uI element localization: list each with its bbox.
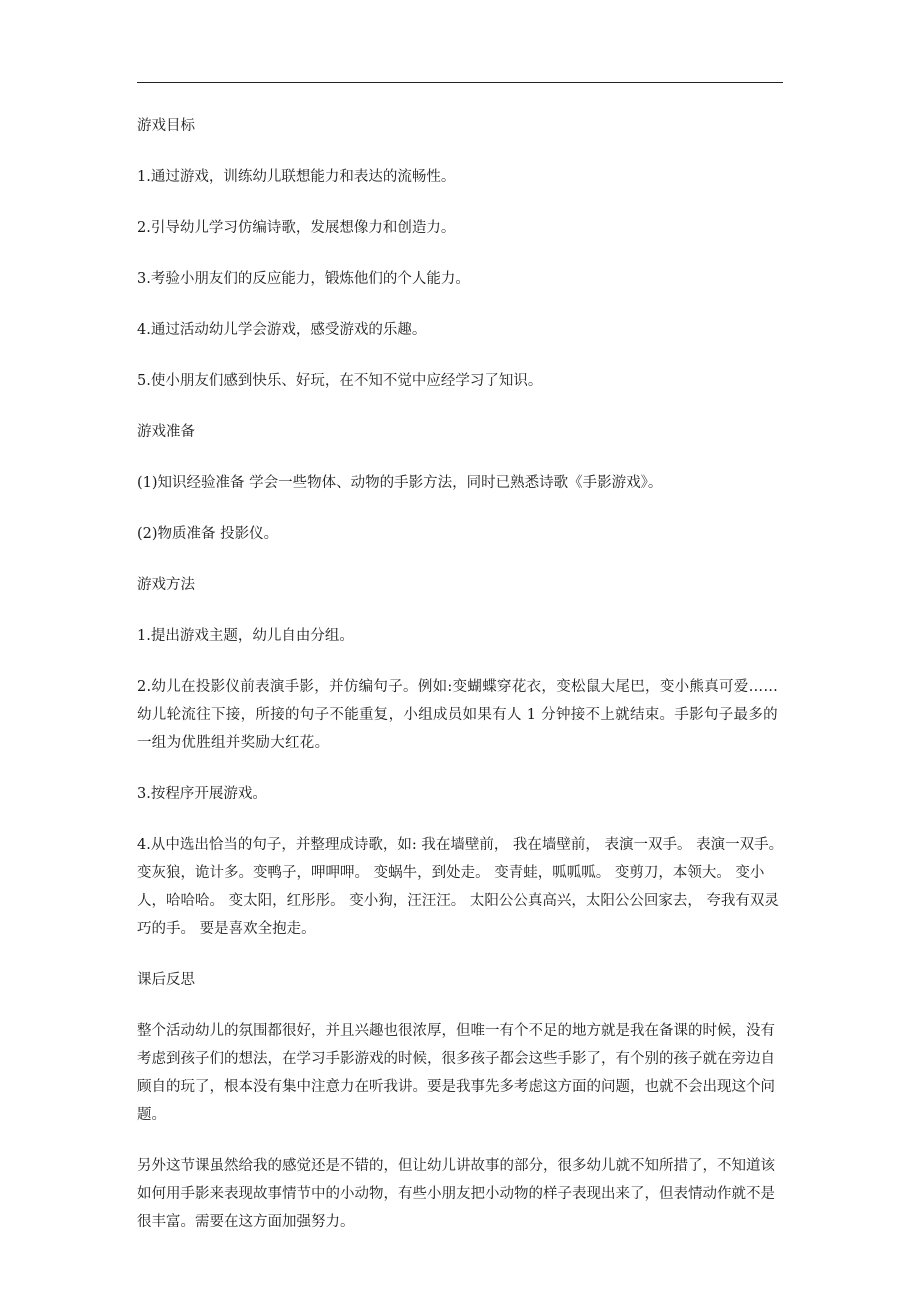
goal-item-5: 5.使小朋友们感到快乐、好玩，在不知不觉中应经学习了知识。 xyxy=(137,373,543,389)
reflection-paragraph-2: 另外这节课虽然给我的感觉还是不错的，但让幼儿讲故事的部分，很多幼儿就不知所措了，不知道该如何用手影来表现故事情节中的小动物，有些小朋友把小动物的样子表现出来了，但表情动作就不是很丰富。需要在这方面加强努力。 xyxy=(137,1158,775,1230)
header-rule xyxy=(137,82,783,83)
goal-item-1: 1.通过游戏，训练幼儿联想能力和表达的流畅性。 xyxy=(137,169,456,185)
goal-item-4: 4.通过活动幼儿学会游戏，感受游戏的乐趣。 xyxy=(137,322,427,338)
goal-item-3: 3.考验小朋友们的反应能力，锻炼他们的个人能力。 xyxy=(137,271,470,287)
method-heading: 游戏方法 xyxy=(137,577,195,593)
reflection-heading: 课后反思 xyxy=(137,972,195,988)
goal-item-2: 2.引导幼儿学习仿编诗歌，发展想像力和创造力。 xyxy=(137,220,456,236)
goals-heading: 游戏目标 xyxy=(137,118,195,134)
preparation-item-1: (1)知识经验准备 学会一些物体、动物的手影方法，同时已熟悉诗歌《手影游戏》。 xyxy=(137,475,663,491)
method-item-1: 1.提出游戏主题，幼儿自由分组。 xyxy=(137,628,354,644)
preparation-heading: 游戏准备 xyxy=(137,424,195,440)
method-item-2: 2.幼儿在投影仪前表演手影，并仿编句子。例如:变蝴蝶穿花衣，变松鼠大尾巴，变小熊真可爱……幼儿轮流往下接，所接的句子不能重复，小组成员如果有人 1 分钟接不上就结束。手影句子最多的一组为优胜组并奖励大红花。 xyxy=(137,679,779,751)
method-item-4: 4.从中选出恰当的句子，并整理成诗歌，如: 我在墙壁前， 我在墙壁前， 表演一双手。 表演一双手。 变灰狼，诡计多。变鸭子，呷呷呷。 变蜗牛，到处走。 变青蛙，呱呱呱。 变剪刀，本领大。 变小人，哈哈哈。 变太阳，红彤彤。 变小狗，汪汪汪。 太阳公公真高兴，太阳公公回家去， 夸我有双灵巧的手。 要是喜欢全抱走。 xyxy=(137,837,784,937)
document-body xyxy=(137,112,787,1259)
method-item-3: 3.按程序开展游戏。 xyxy=(137,786,267,802)
reflection-paragraph-1: 整个活动幼儿的氛围都很好，并且兴趣也很浓厚，但唯一有个不足的地方就是我在备课的时候，没有考虑到孩子们的想法，在学习手影游戏的时候，很多孩子都会这些手影了，有个别的孩子就在旁边自顾自的玩了，根本没有集中注意力在听我讲。要是我事先多考虑这方面的问题，也就不会出现这个问题。 xyxy=(137,1023,775,1123)
preparation-item-2: (2)物质准备 投影仪。 xyxy=(137,526,279,542)
